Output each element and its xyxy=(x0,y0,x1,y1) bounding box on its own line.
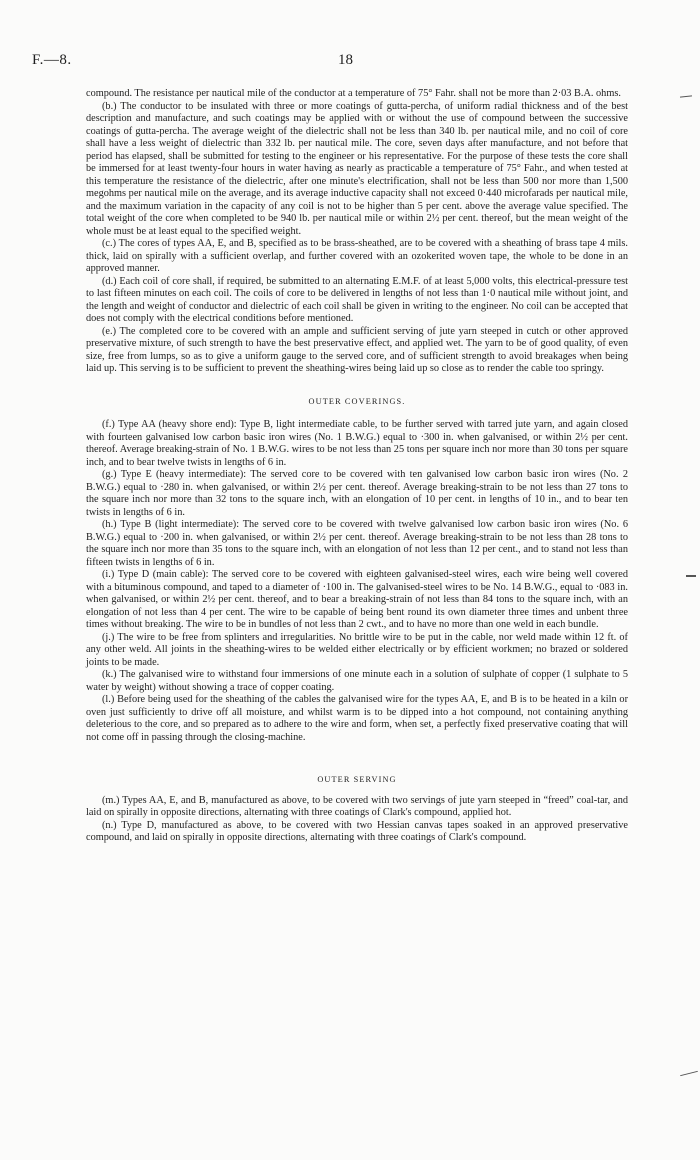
paragraph-h: (h.) Type B (light intermediate): The served core to be covered with twelve galvanised low carbon basic iron wires (No. 6 B.W.G.) equal to ·200 in. when galvanised, or within 2½ per cent. thereof. Average breaking-strain to be not less than 28 tons to the square inch nor more than 35 tons to the square inch, with an elongation of not less than 12 per cent., and to stand not less than fifteen twists in lengths of 6 in. xyxy=(86,519,628,568)
margin-mark xyxy=(680,1071,698,1076)
paragraph-j: (j.) The wire to be free from splinters and irregularities. No brittle wire to be put in the cable, nor weld made within 12 ft. of any other weld. All joints in the sheathing-wires to be welded either electrically or by efficient workmen; no brazed or soldered joints to be made. xyxy=(86,631,628,668)
margin-mark xyxy=(680,95,692,97)
paragraph-f: (f.) Type AA (heavy shore end): Type B, light intermediate cable, to be further served with tarred jute yarn, and again closed with fourteen galvanised low carbon basic iron wires (No. 1 B.W.G.) equal to ·300 in. when galvanised, or within 2½ per cent. thereof. Average breaking-strain of No. 1 B.W.G. wires to be not less than 25 tons per square inch nor more than 30 tons per square inch, and to bear twelve twists in lengths of 6 in. xyxy=(86,419,628,468)
paragraph-n: (n.) Type D, manufactured as above, to be covered with two Hessian canvas tapes soaked in an approved preservative compound, and laid on spirally in opposite directions, alternating with three coatings of Clark's compound. xyxy=(86,819,628,843)
paragraph-g: (g.) Type E (heavy intermediate): The served core to be covered with ten galvanised low carbon basic iron wires (No. 2 B.W.G.) equal to ·280 in. when galvanised, or within 2½ per cent. thereof. Average breaking-strain to be not less than 27 tons to the square inch nor more than 32 tons to the square inch, with an elongation of 10 per cent. in lengths of 10 in., and to bear ten twists in lengths of 6 in. xyxy=(86,469,628,518)
paragraph-c: (c.) The cores of types AA, E, and B, specified as to be brass-sheathed, are to be covered with a sheathing of brass tape 4 mils. thick, laid on spirally with a sufficient overlap, and further covered with an ozokerited woven tape, the whole to be done in an approved manner. xyxy=(86,238,628,274)
paragraph-d: (d.) Each coil of core shall, if required, be submitted to an alternating E.M.F. of at least 5,000 volts, this electrical-pressure test to last fifteen minutes on each coil. The coils of core to be delivered in lengths of not less than 1·0 nautical mile without joint, and the length and weight of conductor and dielectric of each coil shall be given in writing to the engineer. No coil can be accepted that does not comply with the electrical conditions before mentioned. xyxy=(86,275,628,324)
paragraph-m: (m.) Types AA, E, and B, manufactured as above, to be covered with two servings of jute yarn steeped in “freed” coal-tar, and laid on spirally in opposite directions, alternating with three coatings of Clark's compound, applied hot. xyxy=(86,794,628,818)
page-header xyxy=(32,52,668,74)
paragraph-e: (e.) The completed core to be covered with an ample and sufficient serving of jute yarn steeped in cutch or other approved preservative mixture, of such strength to have the best preservative effect, and applied wet. The yarn to be of good quality, of even size, free from lumps, so as to give a uniform gauge to the served core, and of sufficient strength to avoid breakages when being laid up. This serving is to be sufficient to prevent the sheathing-wires being laid up so close as to render the cable too springy. xyxy=(86,325,628,374)
paragraph-i: (i.) Type D (main cable): The served core to be covered with eighteen galvanised-steel wires, each wire being well covered with a bituminous compound, and taped to a diameter of ·100 in. The galvanised-steel wires to be No. 14 B.W.G., equal to ·083 in. when galvanised, or within 2½ per cent. thereof, and to bear a breaking-strain of not less than 84 tons to the square inch, with an elongation of not less than 4 per cent. The wire to be capable of being bent round its own diameter three times and unbent three times without breaking. The wire to be in bundles of not less than 2 cwt., and to have no more than one weld in each bundle. xyxy=(86,569,628,630)
document-reference: F.—8. xyxy=(32,52,72,68)
page-number: 18 xyxy=(338,52,353,68)
paragraph-k: (k.) The galvanised wire to withstand four immersions of one minute each in a solution of sulphate of copper (1 sulphate to 5 water by weight) without showing a trace of copper coating. xyxy=(86,669,628,693)
paragraph-l: (l.) Before being used for the sheathing of the cables the galvanised wire for the types AA, E, and B is to be heated in a kiln or oven just sufficiently to drive off all moisture, and whilst warm is to be dipped into a hot compound, not containing anything deleterious to the core, and so prepared as to adhere to the wire and form, when set, a perfectly fixed preservative coating that will not come off in passing through the closing-machine. xyxy=(86,694,628,743)
paragraph-a-continuation: compound. The resistance per nautical mile of the conductor at a temperature of 75° Fahr. shall not be more than 2·03 B.A. ohms. xyxy=(86,88,621,99)
margin-mark xyxy=(686,575,696,577)
outer-serving-heading: OUTER SERVING xyxy=(317,775,397,784)
paragraph-b: (b.) The conductor to be insulated with three or more coatings of gutta-percha, of uniform radial thickness and of the best description and manufacture, and such coatings may be applied with or without the use of compound between the successive coatings of gutta-percha. The average weight of the dielectric shall not be less than 340 lb. per nautical mile, and no coil of core shall have a less weight of dielectric than 332 lb. per nautical mile. The core, seven days after manufacture, and not before that period has elapsed, shall be submitted for testing to the engineer or his representative. For the purpose of these tests the core shall be immersed for at least twenty-four hours in water having as nearly as practicable a temperature of 75° Fahr., and when tested at this temperature the resistance of the dielectric, after one minute's electrification, shall not be less than 500 nor more than 1,500 megohms per nautical mile on the average, and its average inductive capacity shall not exceed 0·440 microfarads per nautical mile, and the maximum variation in the capacity of any coil is not to be higher than 5 per cent. above the average value specified. The total weight of the core when completed to be 940 lb. per nautical mile or within 2½ per cent. thereof, but the mean weight of the whole must be at least equal to the specified weight. xyxy=(86,100,628,237)
body-text xyxy=(86,88,628,845)
outer-coverings-heading: OUTER COVERINGS. xyxy=(308,396,406,406)
